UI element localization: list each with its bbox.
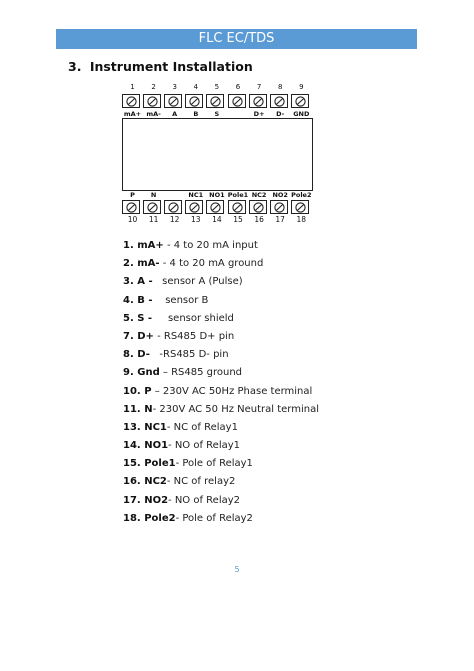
- terminal-screw-icon: [228, 94, 246, 108]
- pin-key: 13. NC1: [123, 421, 167, 433]
- terminal-label: A: [172, 110, 178, 118]
- terminal-screw-icon: [164, 94, 182, 108]
- list-item: [123, 510, 423, 528]
- terminal-number: 9: [299, 83, 304, 91]
- terminal-diagram: [118, 82, 318, 228]
- terminal-screw-icon: [122, 200, 140, 214]
- terminal-label: NO1: [209, 191, 225, 199]
- document-header: [56, 29, 417, 49]
- pin-description: - Pole of Relay2: [175, 512, 253, 524]
- terminal-label: Pole2: [291, 191, 312, 199]
- pin-description: - NO of Relay2: [168, 494, 241, 506]
- terminal-screw-icon: [143, 94, 161, 108]
- terminal-number: 5: [214, 83, 220, 91]
- terminal-label: Pole1: [227, 191, 249, 199]
- list-item: [123, 455, 423, 473]
- terminal-label: P: [130, 191, 135, 199]
- terminal-label: S: [214, 110, 220, 118]
- pin-key: 4. B -: [123, 294, 153, 306]
- terminal-screw-icon: [185, 94, 203, 108]
- section-heading: [68, 59, 253, 74]
- list-item: [123, 255, 423, 273]
- terminal-label: mA-: [146, 110, 161, 118]
- terminal-screw-icon: [185, 200, 203, 214]
- terminal-number: 10: [127, 215, 138, 224]
- terminal-number: 8: [277, 83, 283, 91]
- terminal-screw-icon: [291, 94, 309, 108]
- terminal-label: NO2: [272, 191, 288, 199]
- pin-description: – RS485 ground: [159, 367, 243, 379]
- pin-key: 5. S -: [123, 312, 153, 324]
- terminal-screw-icon: [122, 94, 140, 108]
- list-item: [123, 310, 423, 328]
- pin-key: 11. N: [123, 403, 153, 415]
- terminal-label: D-: [276, 110, 285, 118]
- pin-key: 14. NO1: [123, 440, 169, 452]
- terminal-number: 1: [130, 83, 135, 91]
- pin-key: 2. mA-: [123, 258, 160, 270]
- pin-description: sensor B: [152, 294, 209, 306]
- pin-key: 9. Gnd: [123, 367, 160, 379]
- terminal-screw-icon: [206, 94, 224, 108]
- terminal-number: 4: [193, 83, 199, 91]
- terminal-number: 13: [191, 215, 201, 224]
- terminal-screw-icon: [143, 200, 161, 214]
- terminal-label: NC2: [251, 191, 267, 199]
- pin-description: - 4 to 20 mA ground: [159, 258, 264, 270]
- pin-description: - Pole of Relay1: [175, 458, 253, 470]
- terminal-label: B: [193, 110, 199, 118]
- terminal-label: D+: [253, 110, 265, 118]
- bottom-terminal-screws: [122, 200, 313, 216]
- pin-description: - NC of relay2: [166, 476, 236, 488]
- pin-description: - NO of Relay1: [168, 440, 241, 452]
- pin-key: 10. P: [123, 385, 152, 397]
- terminal-screw-icon: [291, 200, 309, 214]
- list-item: [123, 364, 423, 382]
- terminal-number: 7: [256, 83, 262, 91]
- terminal-screw-icon: [206, 200, 224, 214]
- pin-description: - 4 to 20 mA input: [163, 240, 258, 251]
- pin-key: 17. NO2: [123, 494, 169, 506]
- list-item: [123, 492, 423, 510]
- terminal-number: 6: [235, 83, 241, 91]
- terminal-number: 12: [169, 215, 180, 224]
- terminal-screw-icon: [270, 94, 288, 108]
- list-item: [123, 346, 423, 364]
- section-number: 3.: [68, 59, 82, 74]
- pin-key: 1. mA+: [123, 240, 164, 251]
- pin-description: - 230V AC 50 Hz Neutral terminal: [152, 403, 320, 415]
- instrument-body-outline: [122, 118, 313, 191]
- top-terminal-screws: [122, 94, 313, 110]
- header-title: FLC EC/TDS: [198, 31, 275, 46]
- terminal-label: NC1: [188, 191, 204, 199]
- terminal-number: 16: [254, 215, 264, 224]
- pin-key: 18. Pole2: [123, 512, 176, 524]
- pin-key: 15. Pole1: [123, 458, 176, 470]
- list-item: [123, 419, 423, 437]
- pin-description: -RS485 D- pin: [149, 349, 229, 361]
- terminal-number: 15: [233, 215, 243, 224]
- pin-key: 16. NC2: [123, 476, 167, 488]
- pin-description: sensor A (Pulse): [152, 276, 243, 288]
- list-item: [123, 383, 423, 401]
- pin-key: 8. D-: [123, 349, 150, 361]
- terminal-screw-icon: [164, 200, 182, 214]
- terminal-number: 11: [148, 215, 159, 224]
- pin-description-list: [123, 237, 423, 528]
- terminal-number: 17: [275, 215, 285, 224]
- terminal-screw-icon: [249, 200, 267, 214]
- terminal-number: 18: [296, 215, 307, 224]
- section-title: Instrument Installation: [89, 59, 253, 74]
- list-item: [123, 292, 423, 310]
- terminal-label: N: [150, 191, 157, 199]
- list-item: [123, 437, 423, 455]
- terminal-screw-icon: [249, 94, 267, 108]
- terminal-number: 3: [172, 83, 177, 91]
- terminal-label: GND: [293, 110, 310, 118]
- pin-description: - RS485 D+ pin: [153, 330, 235, 342]
- terminal-screw-icon: [270, 200, 288, 214]
- terminal-number: 2: [151, 83, 156, 91]
- pin-key: 7. D+: [123, 330, 154, 342]
- page-number: 5: [234, 565, 240, 574]
- pin-key: 3. A -: [123, 276, 153, 288]
- list-item: [123, 328, 423, 346]
- pin-description: sensor shield: [152, 312, 234, 324]
- list-item: [123, 473, 423, 491]
- terminal-screw-icon: [228, 200, 246, 214]
- pin-description: - NC of Relay1: [166, 421, 238, 433]
- terminal-label: mA+: [123, 110, 142, 118]
- list-item: [123, 273, 423, 291]
- list-item: [123, 237, 423, 255]
- pin-description: – 230V AC 50Hz Phase terminal: [151, 385, 313, 397]
- terminal-number: 14: [212, 215, 222, 224]
- list-item: [123, 401, 423, 419]
